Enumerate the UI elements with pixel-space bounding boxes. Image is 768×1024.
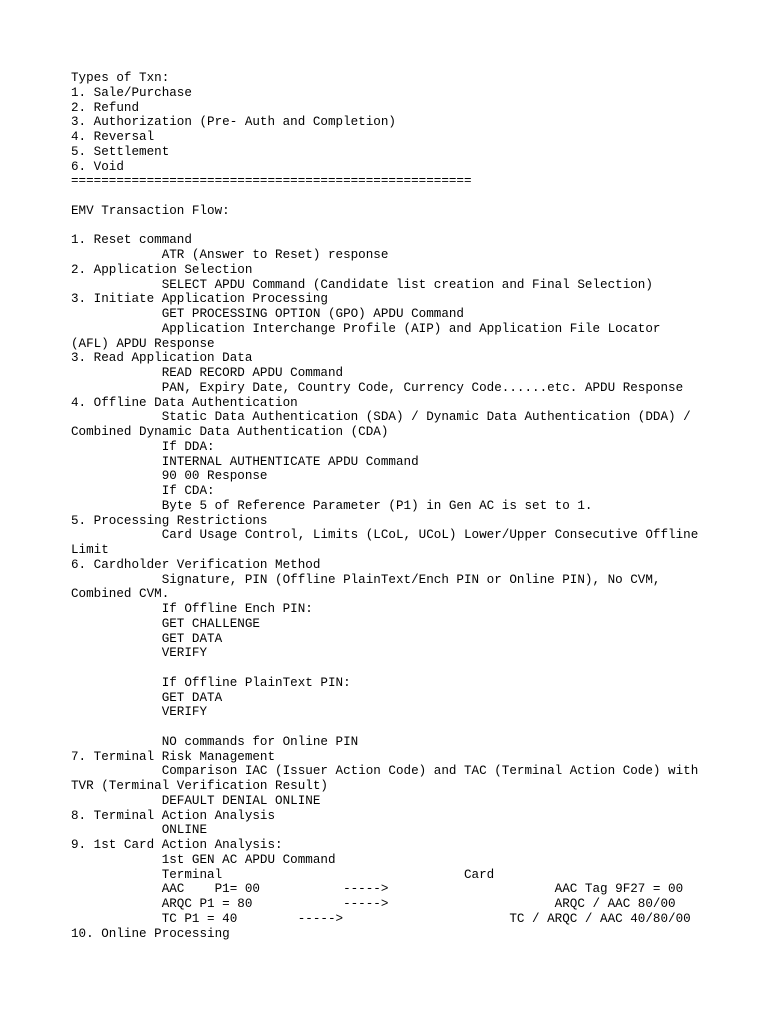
text-line: VERIFY [71, 705, 208, 720]
text-line: 1. Sale/Purchase [71, 85, 192, 100]
text-line: 5. Settlement [71, 144, 170, 159]
text-line [71, 219, 751, 234]
text-line [71, 661, 751, 676]
text-line: 8. Terminal Action Analysis [71, 808, 276, 823]
text-line [71, 720, 751, 735]
text-line: ARQC P1 = 80 -----> ARQC / AAC 80/00 [71, 897, 676, 911]
text-line: GET PROCESSING OPTION (GPO) APDU Command [71, 307, 464, 321]
text-line [71, 189, 751, 204]
text-line: GET CHALLENGE [71, 616, 260, 631]
text-line: GET DATA [71, 690, 223, 705]
text-line: ONLINE [71, 823, 208, 838]
text-line: 10. Online Processing [71, 926, 230, 941]
text-line: DEFAULT DENIAL ONLINE [71, 793, 321, 808]
text-line: Application Interchange Profile (AIP) and Application File Locator [71, 321, 661, 336]
text-line: Combined Dynamic Data Authentication (CDA) [71, 425, 389, 439]
text-line: 2. Application Selection [71, 262, 253, 277]
text-line: 6. Cardholder Verification Method [71, 557, 321, 572]
text-line: Limit [71, 543, 109, 557]
text-line: 6. Void [71, 159, 124, 174]
text-line: SELECT APDU Command (Candidate list creation and Final Selection) [71, 277, 653, 292]
text-line: ATR (Answer to Reset) response [71, 248, 389, 262]
text-line: If DDA: [71, 439, 215, 454]
text-line: GET DATA [71, 631, 223, 646]
text-line: NO commands for Online PIN [71, 734, 359, 749]
text-line: 7. Terminal Risk Management [71, 749, 276, 764]
text-line: Signature, PIN (Offline PlainText/Ench PIN or Online PIN), No CVM, [71, 572, 661, 587]
text-line: 5. Processing Restrictions [71, 513, 268, 528]
text-line: 3. Initiate Application Processing [71, 292, 328, 307]
text-line: 90 00 Response [71, 469, 268, 484]
text-line: Types of Txn: [71, 71, 170, 85]
text-line: If CDA: [71, 484, 215, 498]
text-line: 3. Authorization (Pre- Auth and Completion) [71, 115, 396, 130]
text-line: 3. Read Application Data [71, 351, 253, 366]
text-line: Card Usage Control, Limits (LCoL, UCoL) Lower/Upper Consecutive Offline [71, 528, 699, 543]
text-line: 2. Refund [71, 100, 140, 115]
text-line: ===================================================== [71, 174, 472, 189]
text-line: PAN, Expiry Date, Country Code, Currency Code......etc. APDU Response [71, 380, 684, 395]
text-line: VERIFY [71, 646, 208, 661]
text-line: Byte 5 of Reference Parameter (P1) in Gen AC is set to 1. [71, 498, 593, 513]
text-line: TC P1 = 40 -----> TC / ARQC / AAC 40/80/00 [71, 911, 691, 926]
text-line: 1. Reset command [71, 233, 192, 248]
text-line: TVR (Terminal Verification Result) [71, 779, 328, 793]
text-line: 4. Offline Data Authentication [71, 395, 298, 410]
text-line: Terminal Card [71, 867, 495, 882]
text-line: If Offline Ench PIN: [71, 602, 313, 616]
text-line: EMV Transaction Flow: [71, 203, 230, 218]
text-line: AAC P1= 00 -----> AAC Tag 9F27 = 00 [71, 882, 684, 897]
document-page [71, 71, 751, 941]
text-line: (AFL) APDU Response [71, 336, 215, 351]
text-line: Combined CVM. [71, 587, 170, 602]
text-line: INTERNAL AUTHENTICATE APDU Command [71, 454, 419, 469]
text-line: Comparison IAC (Issuer Action Code) and TAC (Terminal Action Code) with [71, 764, 699, 779]
text-line: Static Data Authentication (SDA) / Dynamic Data Authentication (DDA) / [71, 410, 691, 425]
text-line: READ RECORD APDU Command [71, 366, 344, 380]
text-line: 1st GEN AC APDU Command [71, 852, 336, 867]
text-line: 9. 1st Card Action Analysis: [71, 838, 283, 852]
text-line: 4. Reversal [71, 130, 155, 144]
text-line: If Offline PlainText PIN: [71, 675, 351, 690]
